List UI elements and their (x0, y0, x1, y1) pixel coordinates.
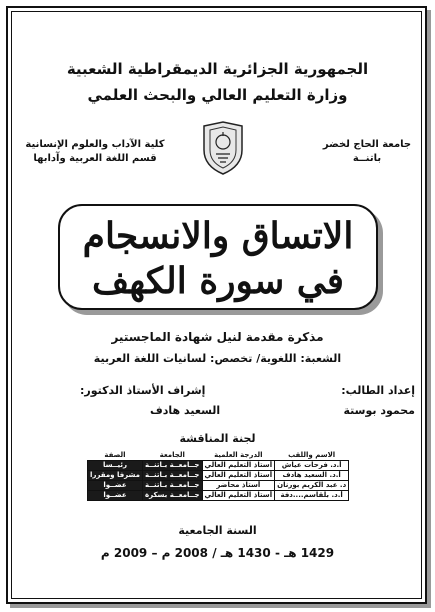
memo-subtitle: مذكرة مقدمة لنيل شهادة الماجستير (111, 330, 324, 344)
member-role: مشرفا ومقررا (88, 471, 143, 481)
table-row (88, 481, 349, 491)
member-role: رئيــسا (88, 461, 143, 471)
member-university: جــامعــة بسكرة (142, 491, 202, 501)
committee-table-header (88, 451, 349, 461)
header-name: الاسم واللقب (275, 451, 349, 461)
branch-specialty: الشعبة: اللغوية/ تخصص: لسانيات اللغة العربية (93, 352, 342, 365)
member-rank: أستاذ التعليم العالي (202, 461, 275, 471)
table-row (88, 461, 349, 471)
member-name: أ.د. فرحات عياش (275, 461, 349, 471)
header-role: الصفة (88, 451, 143, 461)
republic-heading: الجمهورية الجزائرية الديمقراطية الشعبية (66, 60, 369, 78)
member-university: جــامعــة بـاتنــة (142, 471, 202, 481)
title-box (58, 204, 378, 310)
table-row (88, 471, 349, 481)
member-name: د. عبد الكريم بورنان (275, 481, 349, 491)
title-line-2: في سورة الكهف (92, 260, 344, 302)
table-row (88, 491, 349, 501)
member-university: جــامعــة بـاتنــة (142, 461, 202, 471)
university-city: باتنــة (352, 153, 382, 164)
supervisor-name: السعيد هادف (150, 404, 221, 417)
member-rank: أستاذ محاضر (202, 481, 275, 491)
member-role: عضــوا (88, 481, 143, 491)
department-name: قسم اللغة العربية وآدابها (33, 153, 157, 164)
header-university: الجامعة (142, 451, 202, 461)
committee-title: لجنة المناقشة (179, 432, 256, 445)
member-rank: أستاذ التعليم العالي (202, 471, 275, 481)
academic-year-label: السنة الجامعية (178, 524, 257, 537)
university-name: جامعة الحاج لخضر (322, 139, 412, 150)
member-name: أ.د. بلقاسم....دفة (275, 491, 349, 501)
faculty-block (10, 138, 180, 166)
page-shadow-bottom (10, 604, 431, 608)
university-emblem-icon (198, 120, 248, 176)
member-name: أ.د. السعيد هادف (275, 471, 349, 481)
committee-table (87, 451, 349, 501)
university-block (312, 138, 422, 166)
student-name: محمود بوستة (343, 404, 415, 417)
prepared-by-label: إعداد الطالب: (341, 384, 415, 397)
member-university: جــامعــة بـاتنــة (142, 481, 202, 491)
faculty-name: كلية الآداب والعلوم الإنسانية (25, 139, 165, 150)
member-role: عضــوا (88, 491, 143, 501)
member-rank: أستاذ التعليم العالي (202, 491, 275, 501)
ministry-heading: وزارة التعليم العالي والبحث العلمي (87, 86, 348, 104)
academic-years: 1429 هـ - 1430 هـ / 2008 م – 2009 م (100, 546, 335, 560)
title-line-1: الاتساق والانسجام (82, 215, 354, 257)
header-rank: الدرجة العلمية (202, 451, 275, 461)
supervisor-label: إشراف الأستاذ الدكتور: (80, 384, 206, 397)
